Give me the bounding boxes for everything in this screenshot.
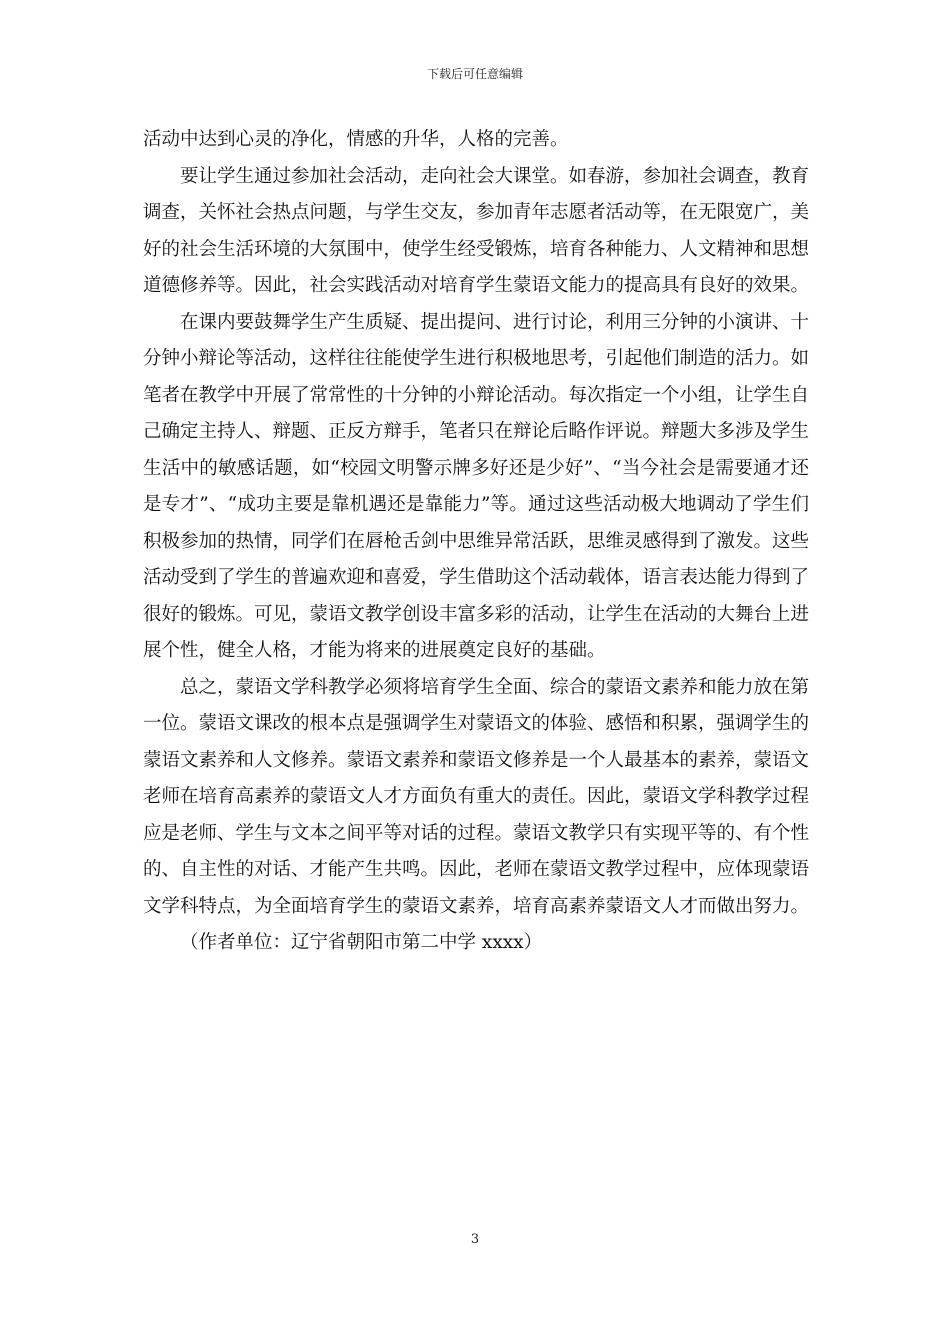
paragraph-1: 活动中达到心灵的净化，情感的升华，人格的完善。 bbox=[143, 129, 569, 150]
page-number: 3 bbox=[470, 1232, 480, 1247]
body-text bbox=[143, 122, 809, 962]
author-affiliation: （作者单位：辽宁省朝阳市第二中学 xxxx） bbox=[180, 932, 543, 953]
page-header: 下载后可任意编辑 bbox=[426, 67, 523, 81]
paragraph-3: 在课内要鼓舞学生产生质疑、提出提问、进行讨论，利用三分钟的小演讲、十分钟小辩论等活动，这样往往能使学生进行积极地思考，引起他们制造的活力。如笔者在教学中开展了常常性的十分钟的小辩论活动。每次指定一个小组，让学生自己确定主持人、辩题、正反方辩手，笔者只在辩论后略作评说。辩题大多涉及学生生活中的敏感话题，如“校园文明警示牌多好还是少好”、“当今社会是需要通才还是专才”、“成功主要是靠机遇还是靠能力”等。通过这些活动极大地调动了学生们积极参加的热情，同学们在唇枪舌剑中思维异常活跃，思维灵感得到了激发。这些活动受到了学生的普遍欢迎和喜爱，学生借助这个活动载体，语言表达能力得到了很好的锻炼。可见，蒙语文教学创设丰富多彩的活动，让学生在活动的大舞台上进展个性，健全人格，才能为将来的进展奠定良好的基础。 bbox=[143, 311, 810, 661]
paragraph-2: 要让学生通过参加社会活动，走向社会大课堂。如春游，参加社会调查，教育调查，关怀社会热点问题，与学生交友，参加青年志愿者活动等，在无限宽广，美好的社会生活环境的大氛围中，使学生经受锻炼，培育各种能力、人文精神和思想道德修养等。因此，社会实践活动对培育学生蒙语文能力的提高具有良好的效果。 bbox=[143, 165, 810, 296]
paragraph-4: 总之，蒙语文学科教学必须将培育学生全面、综合的蒙语文素养和能力放在第一位。蒙语文课改的根本点是强调学生对蒙语文的体验、感悟和积累，强调学生的蒙语文素养和人文修养。蒙语文素养和蒙语文修养是一个人最基本的素养，蒙语文老师在培育高素养的蒙语文人才方面负有重大的责任。因此，蒙语文学科教学过程应是老师、学生与文本之间平等对话的过程。蒙语文教学只有实现平等的、有个性的、自主性的对话、才能产生共鸣。因此，老师在蒙语文教学过程中，应体现蒙语文学科特点，为全面培育学生的蒙语文素养，培育高素养蒙语文人才而做出努力。 bbox=[143, 676, 810, 917]
